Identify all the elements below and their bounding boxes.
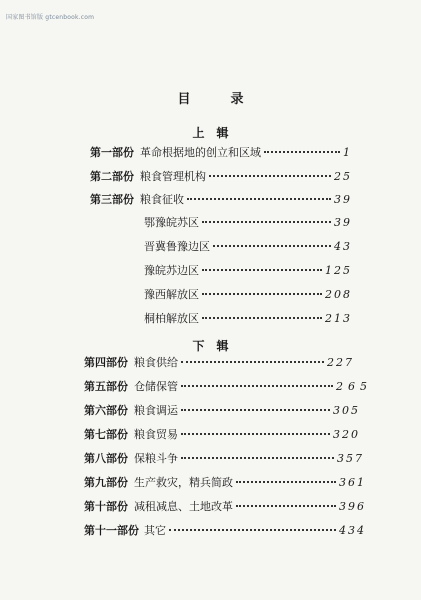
toc-row	[90, 240, 352, 254]
toc-entry[interactable]	[134, 500, 366, 514]
toc-entry-title: 保粮斗争	[134, 452, 178, 465]
toc-part-label: 第三部份	[90, 193, 134, 206]
toc-row	[84, 356, 354, 370]
section-heading-upper: 上辑	[192, 126, 241, 140]
toc-entry-title: 豫皖苏边区	[144, 264, 199, 277]
toc-entry-title: 豫西解放区	[144, 288, 199, 301]
toc-row	[84, 500, 366, 514]
toc-page-number: 361	[339, 476, 366, 489]
toc-part-label: 第七部份	[84, 428, 128, 441]
toc-row	[84, 524, 366, 538]
toc-leader-dots	[187, 198, 331, 200]
toc-page-number: 213	[325, 312, 352, 325]
toc-part-label: 第九部份	[84, 476, 128, 489]
toc-leader-dots	[202, 269, 322, 271]
toc-leader-dots	[202, 317, 322, 319]
toc-page-number: 208	[325, 288, 352, 301]
toc-leader-dots	[236, 481, 336, 483]
toc-page-number: 25	[334, 170, 352, 183]
toc-page-number: 320	[333, 428, 360, 441]
toc-entry-title: 粮食贸易	[134, 428, 178, 441]
toc-entry-title: 粮食征收	[140, 193, 184, 206]
toc-page-number: 434	[339, 524, 366, 537]
toc-page-number: 1	[343, 146, 352, 159]
toc-row	[84, 476, 366, 490]
toc-entry[interactable]	[144, 524, 366, 538]
toc-entry[interactable]	[134, 380, 372, 394]
toc-leader-dots	[181, 433, 330, 435]
toc-entry-title: 晋冀鲁豫边区	[144, 240, 210, 253]
toc-entry-title: 桐柏解放区	[144, 312, 199, 325]
toc-page-number: 43	[334, 240, 352, 253]
toc-entry-title: 减租减息、土地改革	[134, 500, 233, 513]
toc-leader-dots	[181, 409, 330, 411]
toc-row	[90, 312, 352, 326]
toc-entry-title: 粮食调运	[134, 404, 178, 417]
toc-part-label: 第一部份	[90, 146, 134, 159]
toc-leader-dots	[213, 245, 331, 247]
toc-entry[interactable]	[144, 216, 352, 230]
toc-entry[interactable]	[140, 170, 352, 184]
toc-page-number: 305	[333, 404, 360, 417]
toc-entry-title: 其它	[144, 524, 166, 537]
toc-part-label: 第八部份	[84, 452, 128, 465]
toc-page-number: 265	[336, 380, 372, 393]
toc-row	[90, 264, 352, 278]
toc-leader-dots	[236, 505, 336, 507]
toc-part-label: 第十部份	[84, 500, 128, 513]
toc-entry[interactable]	[144, 312, 352, 326]
toc-page-number: 357	[337, 452, 364, 465]
toc-leader-dots	[209, 175, 331, 177]
toc-leader-dots	[202, 293, 322, 295]
toc-page-number: 227	[327, 356, 354, 369]
toc-entry-title: 鄂豫皖苏区	[144, 216, 199, 229]
toc-entry[interactable]	[144, 240, 352, 254]
toc-entry-title: 粮食供给	[134, 356, 178, 369]
toc-part-label: 第五部份	[84, 380, 128, 393]
toc-entry[interactable]	[144, 288, 352, 302]
page-title: 目录	[177, 92, 284, 107]
watermark: 国家图书馆版 gtcenbook.com	[6, 14, 95, 21]
toc-entry-title: 仓储保管	[134, 380, 178, 393]
toc-entry[interactable]	[144, 264, 352, 278]
toc-row	[90, 216, 352, 230]
toc-entry[interactable]	[134, 404, 360, 418]
toc-row	[84, 428, 360, 442]
toc-leader-dots	[169, 529, 336, 531]
toc-part-label: 第四部份	[84, 356, 128, 369]
toc-entry[interactable]	[134, 452, 364, 466]
toc-page-number: 39	[334, 216, 352, 229]
toc-row	[90, 146, 352, 160]
toc-leader-dots	[202, 221, 331, 223]
toc-entry[interactable]	[140, 146, 352, 160]
toc-page-number: 39	[334, 193, 352, 206]
toc-page-number: 125	[325, 264, 352, 277]
toc-row	[90, 170, 352, 184]
toc-part-label: 第十一部份	[84, 524, 139, 537]
toc-row	[84, 452, 364, 466]
section-heading-lower: 下辑	[192, 339, 241, 353]
toc-row	[84, 404, 360, 418]
toc-part-label: 第六部份	[84, 404, 128, 417]
toc-entry[interactable]	[134, 356, 354, 370]
toc-entry-title: 生产救灾，精兵简政	[134, 476, 233, 489]
toc-row	[90, 288, 352, 302]
toc-part-label: 第二部份	[90, 170, 134, 183]
toc-leader-dots	[181, 385, 333, 387]
toc-leader-dots	[181, 361, 324, 363]
toc-entry[interactable]	[134, 476, 366, 490]
toc-row	[90, 193, 352, 207]
toc-entry-title: 粮食管理机构	[140, 170, 206, 183]
toc-page-number: 396	[339, 500, 366, 513]
toc-entry[interactable]	[134, 428, 360, 442]
toc-leader-dots	[181, 457, 334, 459]
toc-leader-dots	[264, 151, 340, 153]
toc-entry[interactable]	[140, 193, 352, 207]
toc-row	[84, 380, 372, 394]
toc-entry-title: 革命根据地的创立和区域	[140, 146, 261, 159]
